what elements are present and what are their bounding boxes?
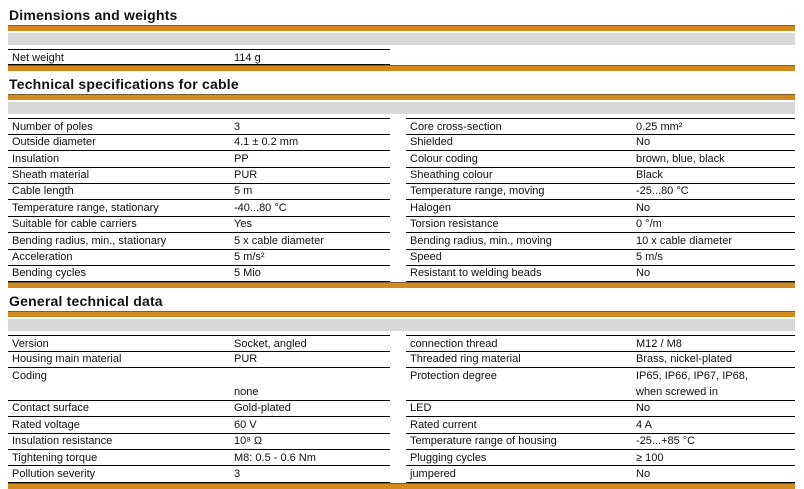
spec-tables	[8, 49, 795, 65]
spec-row	[8, 266, 390, 282]
spec-value: No	[636, 402, 651, 415]
spec-row	[406, 135, 795, 151]
spec-value: 10 x cable diameter	[636, 234, 732, 247]
spec-label: Plugging cycles	[410, 451, 487, 464]
spec-value: 4 A	[636, 418, 652, 431]
spec-label: Coding	[12, 369, 47, 382]
table-header-bar	[8, 102, 795, 114]
spec-row	[8, 217, 390, 233]
spec-value: Black	[636, 169, 663, 182]
spec-table-left	[8, 335, 390, 483]
accent-bar	[8, 25, 795, 31]
spec-label: Temperature range, moving	[410, 185, 545, 198]
spec-value: 3	[234, 467, 241, 480]
table-header-bar	[8, 33, 795, 45]
spec-value-line: none	[234, 385, 259, 398]
spec-row	[8, 352, 390, 368]
spec-row	[8, 233, 390, 249]
spec-value-line: IP65, IP66, IP67, IP68,	[636, 369, 748, 382]
spec-row	[406, 233, 795, 249]
spec-row	[406, 368, 795, 401]
spec-label: Rated current	[410, 418, 477, 431]
spec-value: PP	[234, 152, 249, 165]
spec-label: Suitable for cable carriers	[12, 218, 137, 231]
spec-label: Insulation resistance	[12, 435, 113, 448]
section-title: General technical data	[9, 293, 163, 310]
spec-value: 4.1 ± 0.2 mm	[234, 136, 299, 149]
spec-label: Contact surface	[12, 402, 90, 415]
spec-value: 5 Mio	[234, 267, 261, 280]
spec-label: Pollution severity	[12, 467, 96, 480]
spec-table-right	[406, 49, 795, 65]
spec-value: PUR	[234, 169, 258, 182]
spec-row	[8, 184, 390, 200]
section-cable-specifications	[8, 77, 795, 288]
spec-label: Housing main material	[12, 353, 122, 366]
spec-label: Rated voltage	[12, 418, 80, 431]
spec-label: Temperature range of housing	[410, 435, 557, 448]
spec-label: Outside diameter	[12, 136, 96, 149]
spec-value: 5 m	[234, 185, 253, 198]
accent-bar	[8, 94, 795, 100]
spec-tables	[8, 118, 795, 282]
spec-label: Bending radius, min., moving	[410, 234, 552, 247]
spec-value: M12 / M8	[636, 337, 682, 350]
spec-row	[8, 250, 390, 266]
spec-value: Yes	[234, 218, 252, 231]
spec-label: Number of poles	[12, 120, 93, 133]
spec-row	[406, 217, 795, 233]
spec-row	[8, 466, 390, 482]
spec-row	[8, 135, 390, 151]
spec-row	[8, 118, 390, 134]
section-dimensions-and-weights	[8, 8, 795, 71]
section-title: Technical specifications for cable	[9, 76, 239, 93]
accent-bar	[8, 311, 795, 317]
spec-row	[406, 250, 795, 266]
spec-value: 0.25 mm²	[636, 120, 683, 133]
spec-table-right	[406, 335, 795, 483]
spec-row	[8, 401, 390, 417]
spec-value: No	[636, 201, 651, 214]
spec-row	[406, 401, 795, 417]
spec-value: M8: 0.5 - 0.6 Nm	[234, 451, 316, 464]
spec-table-left	[8, 118, 390, 282]
spec-row	[8, 335, 390, 351]
spec-row	[8, 49, 390, 65]
spec-value: -40...80 °C	[234, 201, 287, 214]
spec-label: Halogen	[410, 201, 451, 214]
spec-label: Torsion resistance	[410, 218, 499, 231]
spec-label: Temperature range, stationary	[12, 201, 159, 214]
spec-value	[234, 370, 390, 402]
table-header-bar	[8, 319, 795, 331]
accent-bar	[8, 483, 795, 489]
spec-value: -25...+85 °C	[636, 435, 696, 448]
spec-table-right	[406, 118, 795, 282]
spec-table-left	[8, 49, 390, 65]
spec-label: Bending radius, min., stationary	[12, 234, 167, 247]
spec-row	[406, 417, 795, 433]
spec-label: Cable length	[12, 185, 74, 198]
spec-row	[406, 335, 795, 351]
spec-value: No	[636, 467, 651, 480]
spec-label: Net weight	[12, 51, 64, 64]
spec-row	[406, 450, 795, 466]
spec-row	[406, 118, 795, 134]
spec-label: Acceleration	[12, 251, 73, 264]
spec-value: 10⁸ Ω	[234, 435, 263, 448]
accent-bar	[8, 65, 795, 71]
spec-row	[406, 266, 795, 282]
section-general-technical-data	[8, 294, 795, 489]
spec-label: LED	[410, 402, 432, 415]
spec-label: Sheath material	[12, 169, 90, 182]
spec-label: Colour coding	[410, 152, 478, 165]
spec-label: Shielded	[410, 136, 453, 149]
spec-row	[406, 466, 795, 482]
spec-value: 5 m/s²	[234, 251, 265, 264]
spec-label: Threaded ring material	[410, 353, 521, 366]
spec-row	[8, 417, 390, 433]
spec-tables	[8, 335, 795, 483]
spec-label: Tightening torque	[12, 451, 98, 464]
spec-label: Insulation	[12, 152, 60, 165]
spec-label: Resistant to welding beads	[410, 267, 542, 280]
spec-value-line: when screwed in	[636, 385, 718, 398]
spec-value: 5 x cable diameter	[234, 234, 324, 247]
spec-value: -25...80 °C	[636, 185, 689, 198]
spec-value: No	[636, 136, 651, 149]
spec-label: Version	[12, 337, 49, 350]
spec-row	[406, 184, 795, 200]
spec-value-line	[234, 370, 390, 386]
spec-label: Bending cycles	[12, 267, 86, 280]
spec-value: Gold-plated	[234, 402, 291, 415]
section-title: Dimensions and weights	[9, 7, 178, 23]
spec-value: 60 V	[234, 418, 257, 431]
spec-row	[8, 450, 390, 466]
spec-row	[8, 168, 390, 184]
spec-value	[636, 370, 795, 402]
spec-row	[406, 352, 795, 368]
spec-value: brown, blue, black	[636, 152, 725, 165]
spec-row	[406, 168, 795, 184]
spec-label: Speed	[410, 251, 442, 264]
spec-row	[406, 200, 795, 216]
spec-value: Socket, angled	[234, 337, 307, 350]
spec-row	[8, 200, 390, 216]
spec-label: Core cross-section	[410, 120, 502, 133]
spec-label: connection thread	[410, 337, 498, 350]
spec-label: jumpered	[410, 467, 456, 480]
spec-row	[8, 434, 390, 450]
spec-value: 0 °/m	[636, 218, 662, 231]
spec-row	[8, 368, 390, 401]
spec-value: Brass, nickel-plated	[636, 353, 732, 366]
spec-value: 5 m/s	[636, 251, 663, 264]
spec-value: ≥ 100	[636, 451, 664, 464]
spec-label: Protection degree	[410, 369, 497, 382]
spec-row	[406, 151, 795, 167]
spec-label: Sheathing colour	[410, 169, 493, 182]
accent-bar	[8, 282, 795, 288]
spec-row	[406, 434, 795, 450]
spec-value: No	[636, 267, 651, 280]
spec-value: PUR	[234, 353, 258, 366]
spec-value: 3	[234, 120, 241, 133]
spec-row	[8, 151, 390, 167]
spec-value: 114 g	[234, 51, 261, 64]
